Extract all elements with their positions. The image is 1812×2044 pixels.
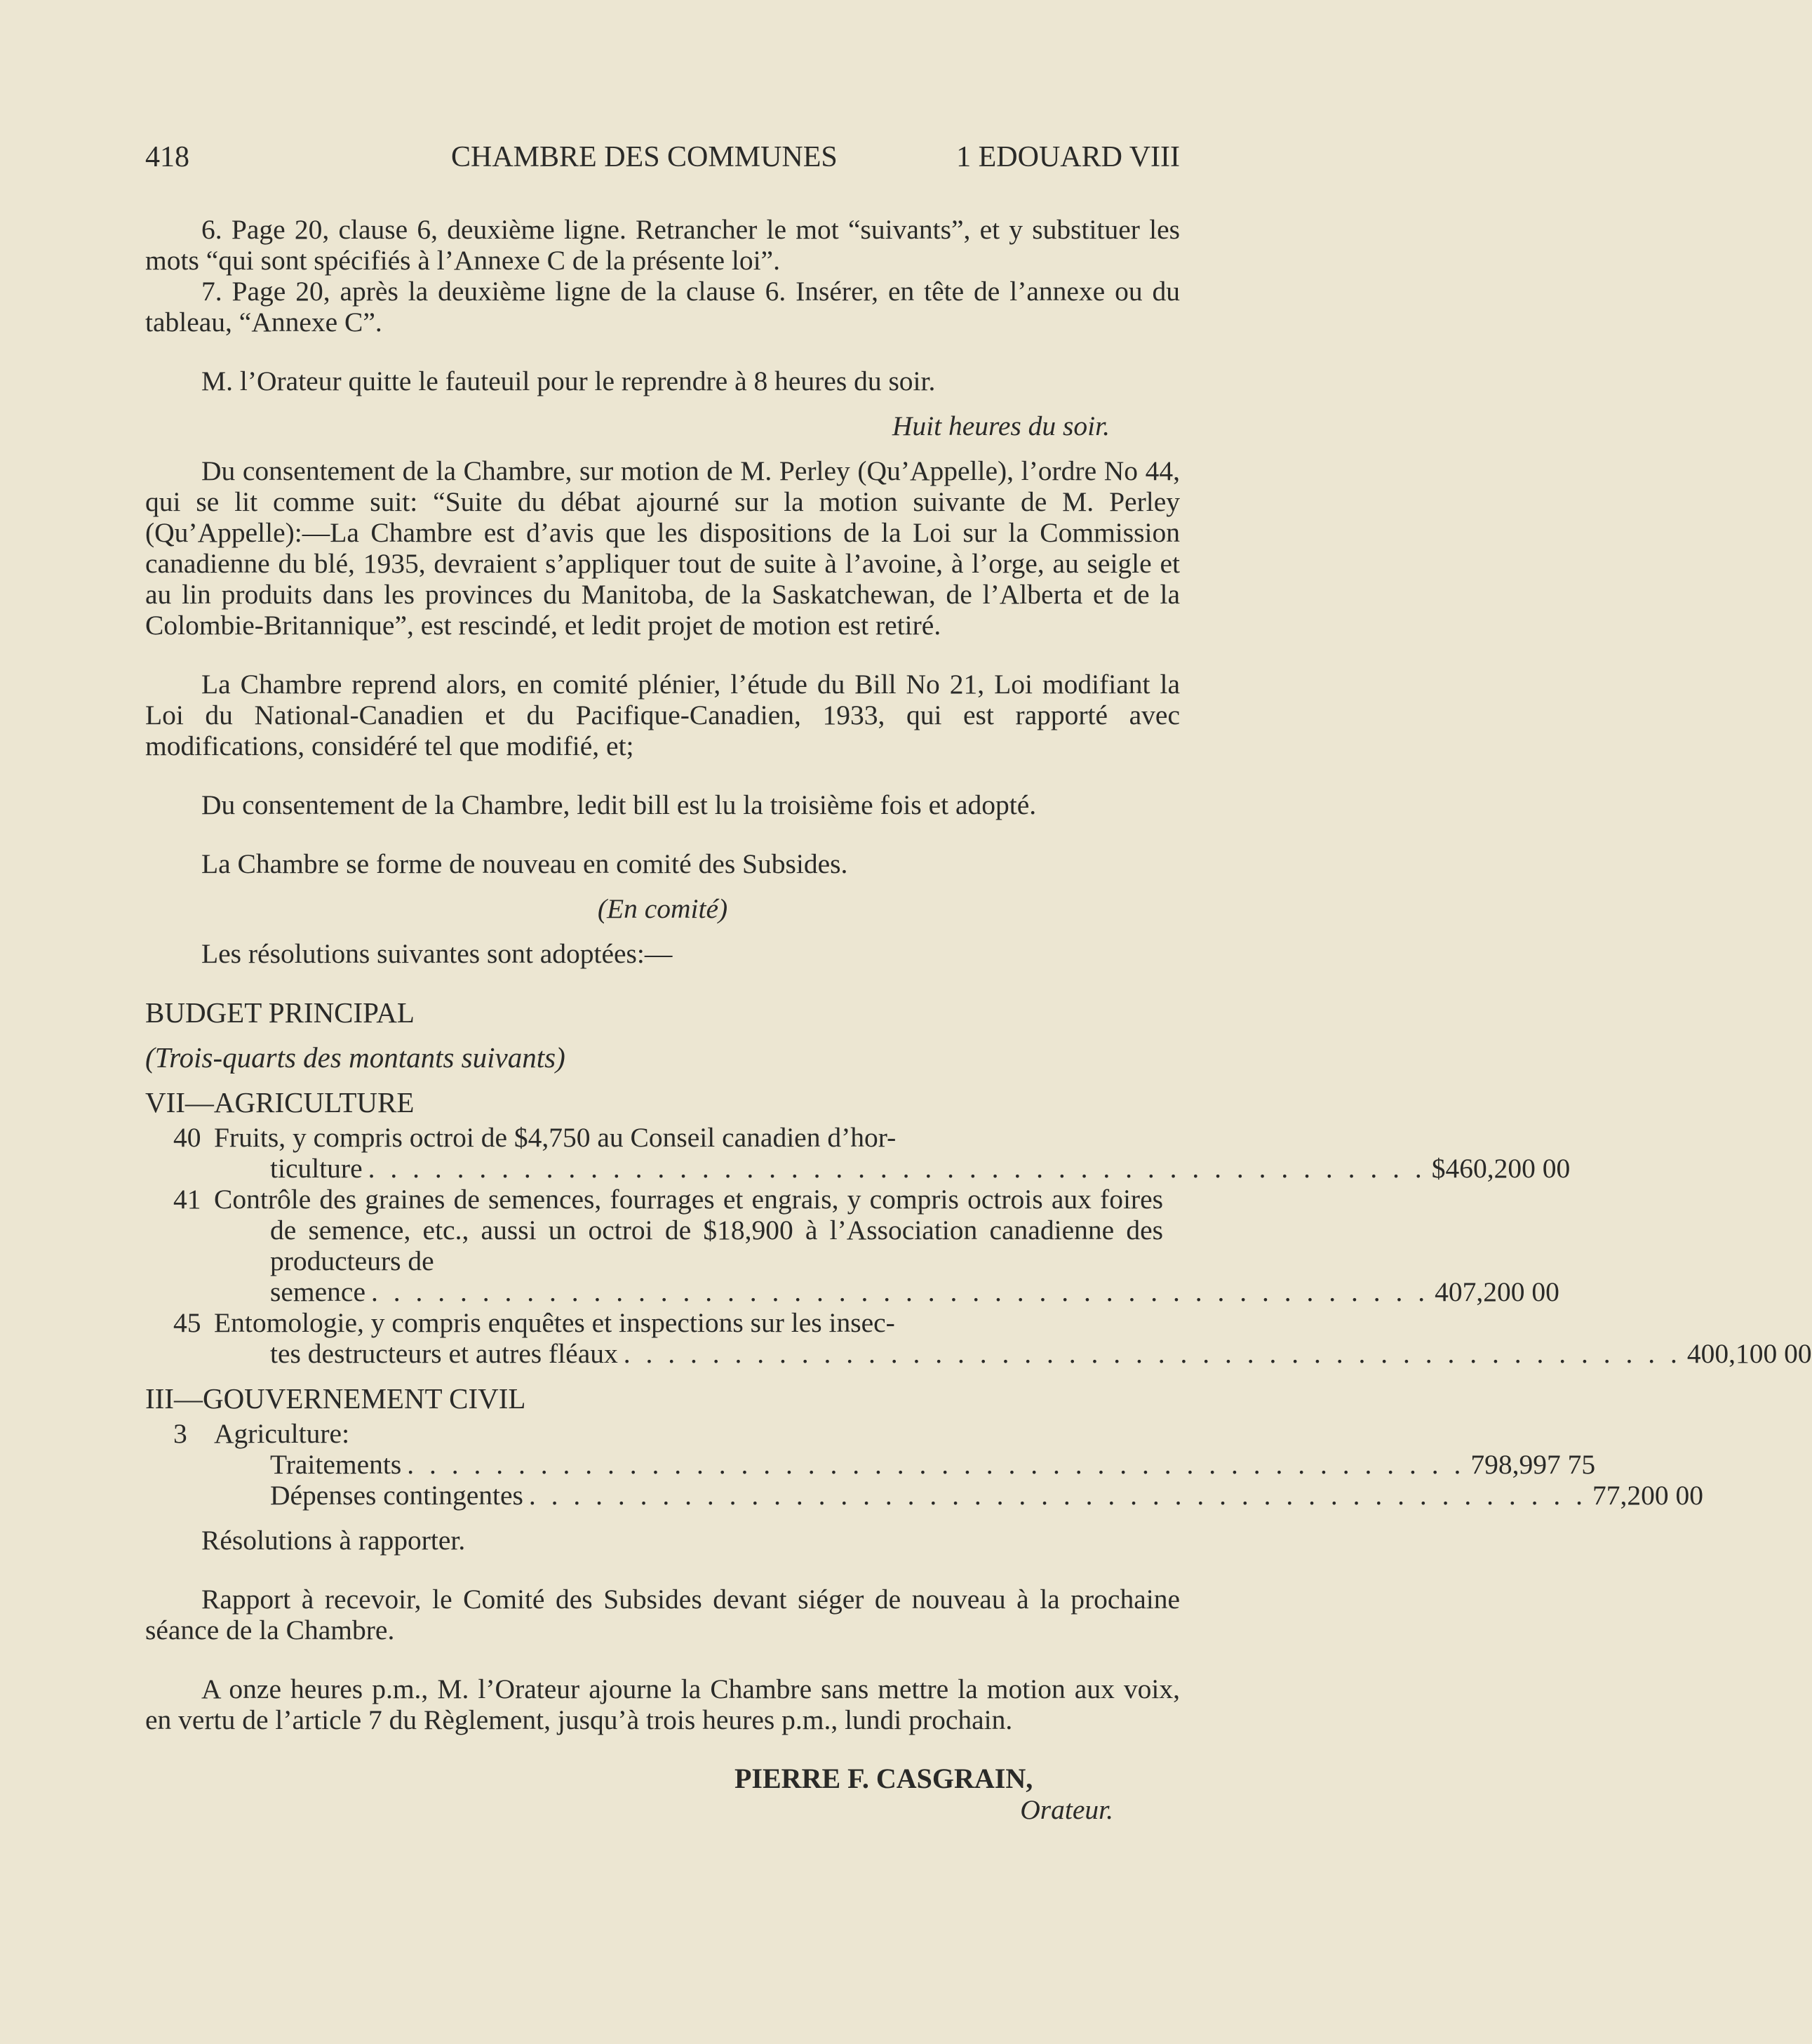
item-label: Agriculture: xyxy=(214,1418,350,1449)
sub-item-label: Dépenses contingentes xyxy=(270,1480,523,1511)
item-number: 45 xyxy=(173,1307,201,1338)
sub-item-label: Traitements xyxy=(270,1449,402,1480)
signature-block xyxy=(145,1763,1180,1848)
time-heading: Huit heures du soir. xyxy=(892,410,1110,441)
signature-name: PIERRE F. CASGRAIN, xyxy=(734,1763,1033,1794)
running-title: CHAMBRE DES COMMUNES xyxy=(451,141,838,173)
paragraph-committee-supply: La Chambre se forme de nouveau en comité des Subsides. xyxy=(201,848,848,879)
item-amount: 400,100 00 xyxy=(1686,1338,1812,1369)
item-amount: 407,200 00 xyxy=(1435,1276,1559,1307)
leader-dots: . . . . . . . . . . . . . . . . . . . . . . . . . . . . . . . . . . . . . . . . . . . . . . . . xyxy=(368,1153,1426,1184)
leader-dots: . . . . . . . . . . . . . . . . . . . . . . . . . . . . . . . . . . . . . . . . . . . . . . . . xyxy=(623,1338,1682,1369)
item-description: Contrôle des graines de semences, fourrages et engrais, y compris octrois aux foires de semence, etc., aussi un octroi de $18,900 à l’Association canadienne des producteurs de xyxy=(214,1184,1163,1276)
sub-item-amount: 798,997 75 xyxy=(1470,1449,1596,1480)
paragraph-speaker-leaves: M. l’Orateur quitte le fauteuil pour le reprendre à 8 heures du soir. xyxy=(201,366,936,396)
leader-dots: . . . . . . . . . . . . . . . . . . . . . . . . . . . . . . . . . . . . . . . . . . . . . . . . xyxy=(407,1449,1465,1480)
paragraph-report-receive: Rapport à recevoir, le Comité des Subsides devant siéger de nouveau à la prochaine séance de la Chambre. xyxy=(145,1584,1180,1645)
signature-role: Orateur. xyxy=(1020,1794,1113,1825)
paragraph-adjournment: A onze heures p.m., M. l’Orateur ajourne la Chambre sans mettre la motion aux voix, en vertu de l’article 7 du Règlement, jusqu’à trois heures p.m., lundi prochain. xyxy=(145,1674,1180,1735)
item-number: 41 xyxy=(173,1184,201,1215)
budget-item-41 xyxy=(145,1184,1559,1307)
reign-label: 1 EDOUARD VIII xyxy=(956,141,1180,173)
budget-title: BUDGET PRINCIPAL xyxy=(145,996,415,1029)
paragraph-amendment-6: 6. Page 20, clause 6, deuxième ligne. Retrancher le mot “suivants”, et y substituer les mots “qui sont spécifiés à l’Annexe C de la présente loi”. xyxy=(145,214,1180,276)
item-number: 3 xyxy=(173,1418,187,1449)
paragraph-order-44: Du consentement de la Chambre, sur motion de M. Perley (Qu’Appelle), l’ordre No 44, qui se lit comme suit: “Suite du débat ajourné sur la motion suivante de M. Perley (Qu’Appelle):—La Chambre est d’avis que les dispositions de la Loi sur la Commission canadienne du blé, 1935, devraient s’appliquer tout de suite à l’avoine, à l’orge, au seigle et au lin produits dans les provinces du Manitoba, de la Saskatchewan, de l’Alberta et de la Colombie-Britannique”, est rescindé, et ledit projet de motion est retiré. xyxy=(145,455,1180,641)
budget-subtitle: (Trois-quarts des montants suivants) xyxy=(145,1041,565,1074)
page-body xyxy=(145,214,1812,1848)
budget-item-40 xyxy=(145,1122,1571,1184)
committee-label: (En comité) xyxy=(597,893,728,924)
paragraph-resolutions-adopted: Les résolutions suivantes sont adoptées:— xyxy=(201,938,673,969)
paragraph-resolutions-report: Résolutions à rapporter. xyxy=(201,1525,466,1556)
sub-item-traitements xyxy=(214,1449,1596,1480)
item-description-cont: tes destructeurs et autres fléaux xyxy=(270,1338,618,1369)
budget-item-3 xyxy=(145,1418,1704,1511)
paragraph-bill-21: La Chambre reprend alors, en comité plénier, l’étude du Bill No 21, Loi modifiant la Loi du National-Canadien et du Pacifique-Canadien, 1933, qui est rapporté avec modifications, considéré tel que modifié, et; xyxy=(145,669,1180,761)
leader-dots: . . . . . . . . . . . . . . . . . . . . . . . . . . . . . . . . . . . . . . . . . . . . . . . . xyxy=(528,1480,1588,1511)
item-number: 40 xyxy=(173,1122,201,1153)
budget-item-45 xyxy=(145,1307,1812,1369)
item-description-cont: ticulture xyxy=(270,1153,363,1184)
item-description-cont: semence xyxy=(270,1276,365,1307)
page-number: 418 xyxy=(145,141,189,173)
paragraph-third-reading: Du consentement de la Chambre, ledit bill est lu la troisième fois et adopté. xyxy=(201,789,1037,820)
item-amount: $460,200 00 xyxy=(1431,1153,1571,1184)
leader-dots: . . . . . . . . . . . . . . . . . . . . . . . . . . . . . . . . . . . . . . . . . . . . . . . . xyxy=(370,1276,1430,1307)
page-header xyxy=(145,140,1180,180)
item-description: Entomologie, y compris enquêtes et inspections sur les insec- xyxy=(214,1307,895,1338)
sub-item-amount: 77,200 00 xyxy=(1592,1480,1704,1511)
paragraph-amendment-7: 7. Page 20, après la deuxième ligne de la clause 6. Insérer, en tête de l’annexe ou du tableau, “Annexe C”. xyxy=(145,276,1180,338)
item-description: Fruits, y compris octroi de $4,750 au Conseil canadien d’hor- xyxy=(214,1122,897,1153)
section-agriculture: VII—AGRICULTURE xyxy=(145,1086,415,1118)
section-civil-government: III—GOUVERNEMENT CIVIL xyxy=(145,1382,526,1415)
sub-item-depenses xyxy=(214,1480,1704,1511)
